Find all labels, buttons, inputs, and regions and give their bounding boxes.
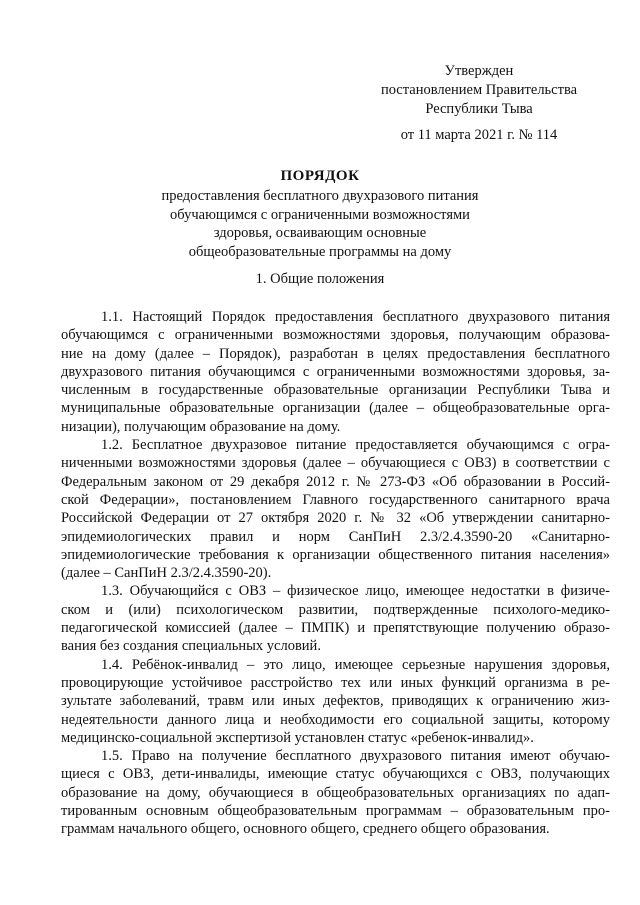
text-line: 1.2. Бесплатное двухразовое питание предоставляется обучающимся с огра- bbox=[101, 437, 610, 454]
document-body bbox=[61, 308, 610, 839]
text-line: 1.1. Настоящий Порядок предоставления бесплатного двухразового питания bbox=[101, 309, 610, 325]
text-line: щиеся с ОВЗ, дети-инвалиды, имеющие статус обучающихся с ОВЗ, получающих bbox=[61, 766, 610, 783]
approval-line-1: Утвержден bbox=[444, 63, 514, 79]
paragraph-1-4 bbox=[61, 656, 610, 747]
subtitle-line: общеобразовательные программы на дому bbox=[188, 243, 452, 260]
text-line: ние на дому (далее – Порядок), разработан в целях предоставления бесплатного bbox=[61, 345, 610, 362]
paragraph-1-1 bbox=[61, 308, 610, 436]
text-line: граммам начального общего, основного общего, среднего общего образования. bbox=[61, 821, 550, 838]
text-line: 1.3. Обучающийся с ОВЗ – физическое лицо, имеющее недостатки в физиче- bbox=[101, 583, 610, 600]
section-heading: 1. Общие положения bbox=[255, 271, 385, 287]
approval-date: от 11 марта 2021 г. № 114 bbox=[400, 127, 558, 143]
text-line: тированным основным общеобразовательным программам – образовательным про- bbox=[61, 803, 610, 820]
text-line: муниципальные образовательные организации (далее – общеобразовательные орга- bbox=[61, 400, 610, 417]
text-line: провоцирующие устойчивое расстройство тех или иных функций организма в ре- bbox=[61, 674, 610, 691]
text-line: педагогической комиссией (далее – ПМПК) и препятствующие получению образо- bbox=[61, 620, 610, 637]
text-line: медицинско-социальной экспертизой установлен статус «ребенок-инвалид». bbox=[61, 729, 534, 746]
text-line: недеятельности данного лица и необходимости его социальной защиты, которому bbox=[61, 711, 610, 728]
paragraph-1-3 bbox=[61, 582, 610, 655]
paragraph-1-5 bbox=[61, 747, 610, 838]
text-line: образование на дому, обучающиеся в общеобразовательных организациях по адап- bbox=[61, 784, 610, 801]
document-title: ПОРЯДОК bbox=[280, 168, 360, 184]
text-line: низации), получающим образование на дому. bbox=[61, 418, 341, 435]
text-line: Российской Федерации от 27 октября 2020 г. № 32 «Об утверждении санитарно- bbox=[61, 510, 610, 527]
subtitle-line: здоровья, осваивающим основные bbox=[213, 225, 427, 241]
text-line: ской Федерации», постановлением Главного государственного санитарного врача bbox=[61, 491, 610, 508]
text-line: вания без создания специальных условий. bbox=[61, 638, 321, 655]
text-line: двухразового питания обучающимся с ограниченными возможностями здоровья, за- bbox=[61, 363, 610, 380]
text-line: эпидемиологические требования к организации общественного питания населения» bbox=[61, 546, 610, 563]
paragraph-1-2 bbox=[61, 436, 610, 582]
text-line: зультате заболеваний, травм или иных дефектов, приводящих к ограничению жиз- bbox=[61, 693, 610, 710]
subtitle-line: предоставления бесплатного двухразового питания bbox=[161, 188, 479, 204]
text-line: обучающимся с ограниченными возможностями здоровья, получающим образова- bbox=[61, 327, 610, 344]
approval-block bbox=[350, 62, 608, 119]
text-line: 1.5. Право на получение бесплатного двухразового питания имеют обучаю- bbox=[101, 748, 610, 765]
approval-line-2: постановлением Правительства bbox=[380, 82, 578, 98]
text-line: ниченными возможностями здоровья (далее – обучающиеся с ОВЗ) в соответствии с bbox=[61, 455, 610, 472]
approval-line-3: Республики Тыва bbox=[425, 101, 533, 117]
text-line: численным в государственные образовательные организации Республики Тыва и bbox=[61, 382, 610, 399]
document-subtitle bbox=[60, 187, 580, 261]
text-line: эпидемиологических правил и норм СанПиН 2.3/2.4.3590-20 «Санитарно- bbox=[61, 528, 610, 545]
subtitle-line: обучающимся с ограниченными возможностями bbox=[170, 206, 470, 223]
text-line: ском и (или) психологическом развитии, подтвержденные психолого-медико- bbox=[61, 601, 610, 618]
text-line: Федеральным законом от 29 декабря 2012 г. № 273-ФЗ «Об образовании в Россий- bbox=[61, 473, 610, 490]
text-line: (далее – СанПиН 2.3/2.4.3590-20). bbox=[61, 565, 272, 582]
text-line: 1.4. Ребёнок-инвалид – это лицо, имеющее серьезные нарушения здоровья, bbox=[101, 656, 610, 673]
